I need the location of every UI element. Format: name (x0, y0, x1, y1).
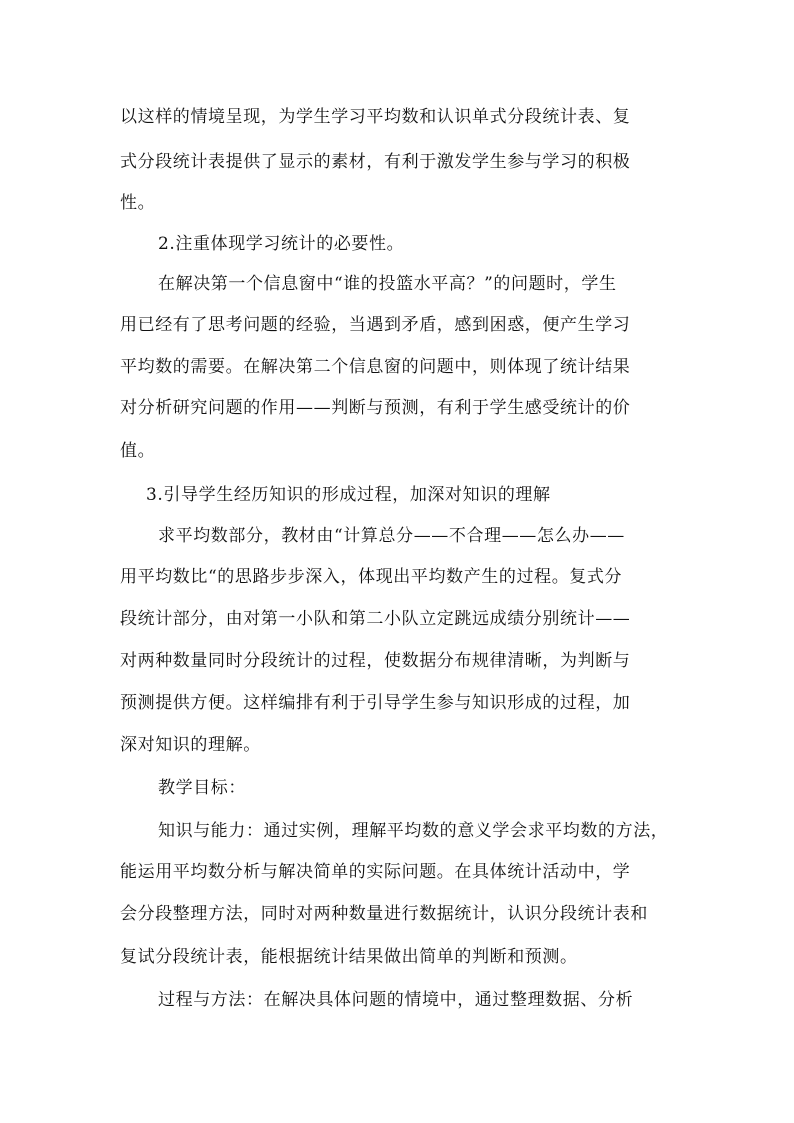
paragraph-line: 过程与方法：在解决具体问题的情境中，通过整理数据、分析 (158, 990, 634, 1010)
paragraph-line: 值。 (120, 441, 156, 461)
paragraph-line: 段统计部分，由对第一小队和第二小队立定跳远成绩分别统计—— (120, 609, 631, 629)
paragraph-line: 能运用平均数分析与解决简单的实际问题。在具体统计活动中，学 (120, 862, 631, 882)
paragraph-line: 平均数的需要。在解决第二个信息窗的问题中，则体现了统计结果 (120, 357, 631, 377)
paragraph-line: 性。 (120, 193, 156, 213)
section-heading: 2.注重体现学习统计的必要性。 (158, 234, 405, 254)
paragraph-line: 以这样的情境呈现，为学生学习平均数和认识单式分段统计表、复 (120, 107, 631, 127)
paragraph-line: 预测提供方便。这样编排有利于引导学生参与知识形成的过程，加 (120, 693, 631, 713)
paragraph-line: 求平均数部分，教材由“计算总分——不合理——怎么办—— (158, 526, 625, 546)
section-heading: 教学目标： (158, 778, 246, 798)
paragraph-line: 用平均数比“的思路步步深入，体现出平均数产生的过程。复式分 (120, 567, 623, 587)
paragraph-line: 深对知识的理解。 (120, 735, 261, 755)
paragraph-line: 对两种数量同时分段统计的过程，使数据分布规律清晰，为判断与 (120, 651, 631, 671)
paragraph-line: 式分段统计表提供了显示的素材，有利于激发学生参与学习的积极 (120, 152, 631, 172)
paragraph-line: 知识与能力：通过实例，理解平均数的意义学会求平均数的方法， (158, 821, 669, 841)
section-heading: 3.引导学生经历知识的形成过程，加深对知识的理解 (146, 485, 551, 505)
paragraph-line: 会分段整理方法，同时对两种数量进行数据统计，认识分段统计表和 (120, 904, 648, 924)
paragraph-line: 用已经有了思考问题的经验，当遇到矛盾，感到困惑，便产生学习 (120, 315, 631, 335)
paragraph-line: 对分析研究问题的作用——判断与预测，有利于学生感受统计的价 (120, 398, 631, 418)
paragraph-line: 复试分段统计表，能根据统计结果做出简单的判断和预测。 (120, 947, 578, 967)
paragraph-line: 在解决第一个信息窗中“谁的投篮水平高？”的问题时，学生 (158, 274, 617, 294)
